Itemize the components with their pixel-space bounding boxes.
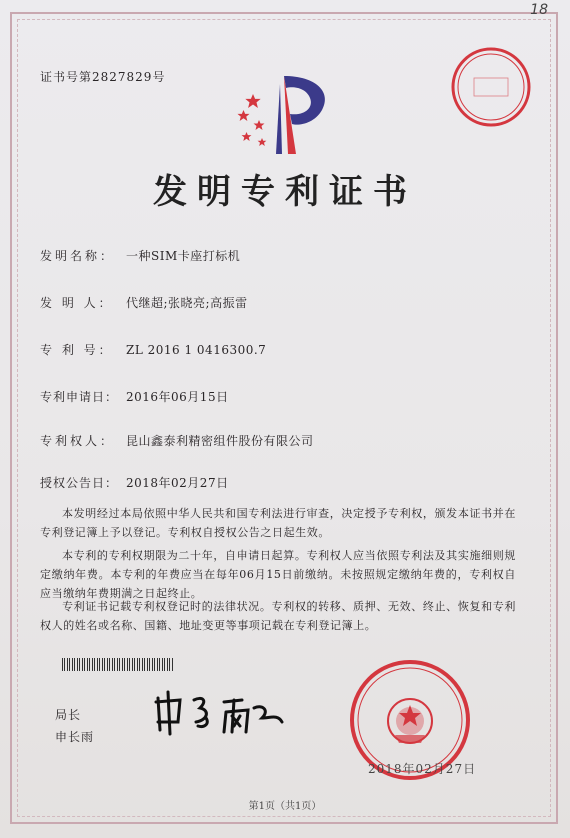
paragraph-text: 专利证书记载专利权登记时的法律状况。专利权的转移、质押、无效、终止、恢复和专利权人的姓名或名称、国籍、地址变更等事项记载在专利登记簿上。 (40, 600, 516, 632)
field-patentee (40, 432, 314, 449)
field-label: 专利权人： (40, 434, 116, 448)
paragraph-text: 本专利的专利权期限为二十年，自申请日起算。专利权人应当依照专利法及其实施细则规定缴纳年费。本专利的年费应当在每年06月15日前缴纳。未按照规定缴纳年费的，专利权自应当缴纳年费期满之日起终止。 (40, 549, 516, 600)
seal-date: 2018年02月27日 (368, 762, 477, 776)
field-label: 发明名称： (40, 249, 116, 263)
tax-seal-stamp-icon (448, 44, 534, 130)
field-value: 2016年06月15日 (126, 390, 229, 404)
director-signature-icon (150, 688, 290, 738)
field-patent-number (40, 341, 266, 358)
signatory-title: 局长 (55, 708, 82, 722)
paragraph-text: 本发明经过本局依照中华人民共和国专利法进行审查，决定授予专利权，颁发本证书并在专利登记簿上予以登记。专利权自授权公告之日起生效。 (40, 507, 516, 539)
cnipa-logo-icon (236, 70, 332, 160)
certificate-number: 证书号第2827829号 (40, 70, 166, 84)
field-label: 授权公告日： (40, 476, 119, 490)
field-label: 发 明 人： (40, 296, 114, 310)
field-invention-name (40, 247, 240, 264)
handwritten-page-number: 18 (530, 2, 548, 18)
field-grant-date (40, 474, 229, 491)
field-value: ZL 2016 1 0416300.7 (126, 343, 267, 357)
field-label: 专利申请日： (40, 390, 119, 404)
field-inventors (40, 294, 248, 311)
barcode-icon (62, 658, 174, 671)
field-value: 代继超;张晓亮;高振雷 (126, 296, 248, 310)
field-label: 专 利 号： (40, 343, 114, 357)
field-value: 2018年02月27日 (126, 476, 229, 490)
body-paragraph-1 (40, 504, 516, 542)
field-application-date (40, 388, 229, 405)
signatory-name: 申长雨 (55, 730, 95, 744)
page-indicator: 第1页（共1页） (248, 801, 322, 812)
body-paragraph-3 (40, 597, 516, 635)
field-value: 昆山鑫泰利精密组件股份有限公司 (126, 434, 314, 448)
document-title: 发明专利证书 (153, 172, 417, 212)
field-value: 一种SIM卡座打标机 (126, 249, 241, 263)
body-paragraph-2 (40, 546, 516, 603)
